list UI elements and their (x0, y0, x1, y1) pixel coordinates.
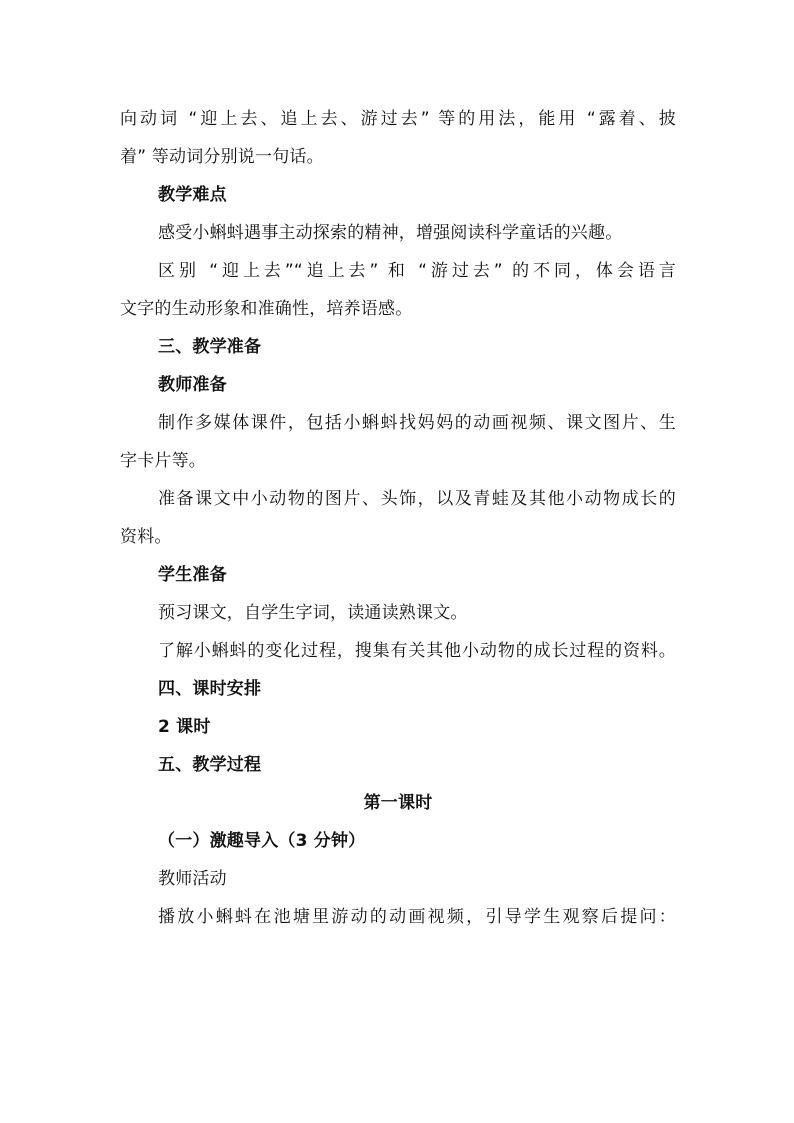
subheading-student-preparation: 学生准备 (158, 565, 227, 585)
body-text-line: 文字的生动形象和准确性，培养语感。 (120, 299, 413, 319)
body-text-line: 播放小蝌蚪在池塘里游动的动画视频，引导学生观察后提问： (158, 907, 676, 927)
body-text-line: 了解小蝌蚪的变化过程，搜集有关其他小动物的成长过程的资料。 (158, 641, 676, 661)
body-text-line: 向动词 “迎上去、追上去、游过去” 等的用法，能用 “露着、披 (120, 109, 676, 129)
body-text-line: 预习课文，自学生字词，读通读熟课文。 (158, 603, 468, 623)
section-heading-class-schedule: 四、课时安排 (158, 679, 262, 699)
body-text-line: 准备课文中小动物的图片、头饰，以及青蛙及其他小动物成长的 (158, 489, 676, 509)
section-heading-teaching-difficulties: 教学难点 (158, 185, 227, 205)
subheading-introduction: （一）激趣导入（3 分钟） (158, 831, 366, 851)
section-heading-teaching-preparation: 三、教学准备 (158, 337, 262, 357)
body-text-line: 制作多媒体课件，包括小蝌蚪找妈妈的动画视频、课文图片、生 (158, 413, 676, 433)
body-text-line: 教师活动 (158, 869, 227, 889)
class-hours-value: 2 课时 (158, 717, 211, 737)
body-text-line: 区别 “迎上去”“追上去” 和 “游过去” 的不同，体会语言 (158, 261, 676, 281)
subheading-teacher-preparation: 教师准备 (158, 375, 227, 395)
body-text-line: 着” 等动词分别说一句话。 (120, 147, 324, 167)
section-heading-teaching-process: 五、教学过程 (158, 755, 262, 775)
body-text-line: 感受小蝌蚪遇事主动探索的精神，增强阅读科学童话的兴趣。 (158, 223, 623, 243)
lesson-title-first-class: 第一课时 (363, 793, 433, 813)
body-text-line: 资料。 (120, 527, 172, 547)
document-body (120, 100, 676, 936)
body-text-line: 字卡片等。 (120, 451, 206, 471)
